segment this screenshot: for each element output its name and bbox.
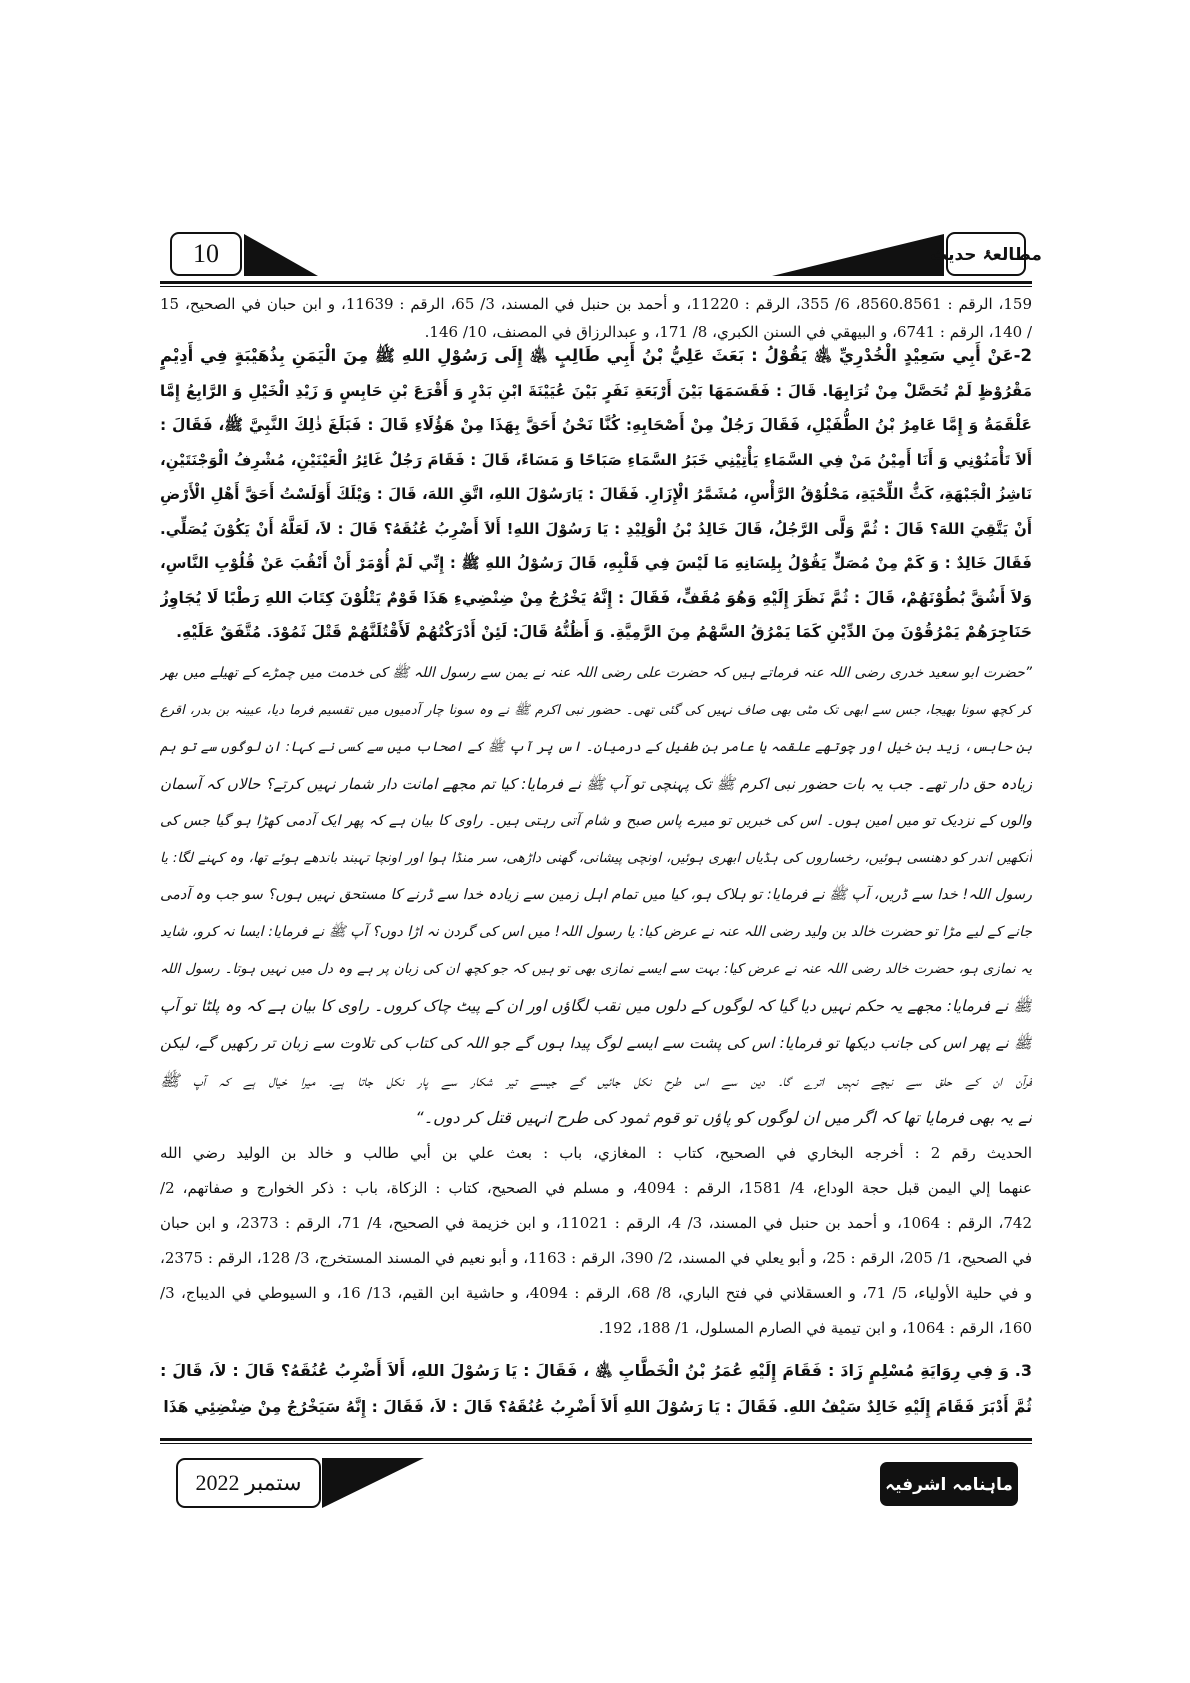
text-line: أَنْ يَتَّقِيَ اللهَ؟ قَالَ : ثُمَّ وَلَّى الرَّجُلُ، قَالَ خَالِدُ بْنُ الْوَلِيْدِ : يَا رَسُوْلَ اللهِ! أَلاَ أَضْرِبُ عُنُقَهُ؟ قَالَ : لاَ، لَعَلَّهُ أَنْ يَكُوْنَ يُصَلِّي. xyxy=(160,519,1032,538)
text-line: وَلاَ أَشُقَّ بُطُوْنَهُمْ، قَالَ : ثُمَّ نَظَرَ إِلَيْهِ وَهُوَ مُقَفٍّ، فَقَالَ : إِنَّهُ يَخْرُجُ مِنْ ضِنْضِيءِ هَذَا قَوْمٌ يَتْلُوْنَ كِتَابَ اللهِ رَطْبًا لَا يُجَاوِزُ xyxy=(160,588,1032,607)
text-line: 159، الرقم : 8560.8561، 6/ 355، الرقم : 11220، و أحمد بن حنبل في المسند، 3/ 65، الرقم : 11639، و ابن حبان في الصحيح، 15 xyxy=(160,295,1032,313)
text-line: الحديث رقم 2 : أخرجه البخاري في الصحيح، كتاب : المغازي، باب : بعث علي بن أبي طالب و خالد بن الوليد رضي الله xyxy=(160,1144,1032,1162)
text-line: بن حابس، زید بن خیل اور چوتھے علقمہ یا عامر بن طفیل کے درمیان۔ اس پر آپ ﷺ کے اصحاب میں سے کسی نے کہا: ان لوگوں سے تو ہم xyxy=(160,739,1032,755)
issue-date-box xyxy=(176,1458,321,1508)
header-right-wedge xyxy=(772,234,944,276)
text-line: رسول اللہ! خدا سے ڈریں، آپ ﷺ نے فرمایا: تو ہلاک ہو، کیا میں تمام اہل زمین سے زیادہ خدا سے ڈرنے کا مستحق نہیں ہوں؟ سو جب وہ آدمی xyxy=(160,887,1032,903)
issue-date: ستمبر 2022 xyxy=(195,1470,302,1495)
section-title: مطالعۂ حدیث xyxy=(930,244,1042,265)
text-line: عنهما إلي اليمن قبل حجة الوداع، 4/ 1581، الرقم : 4094، و مسلم في الصحيح، كتاب : الزكاة، باب : ذكر الخوارج و صفاتهم، 2/ xyxy=(160,1179,1032,1197)
text-line: و في حلية الأولياء، 5/ 71، و العسقلاني في فتح الباري، 8/ 68، الرقم : 4094، و حاشية ابن القيم، 13/ 16، و السيوطي في الديباج، 3/ xyxy=(160,1284,1032,1302)
text-line: عَلْقَمَةُ وَ إِمَّا عَامِرُ بْنُ الطُّفَيْلِ، فَقَالَ رَجُلٌ مِنْ أَصْحَابِهِ: كُنَّا نَحْنُ أَحَقَّ بِهَذَا مِنْ هَؤُلَاءِ قَالَ : فَبَلَغَ ذٰلِكَ النَّبِيَّ ﷺ، فَقَالَ : xyxy=(160,416,1032,434)
text-line: فَقَالَ خَالِدٌ : وَ كَمْ مِنْ مُصَلٍّ يَقُوْلُ بِلِسَانِهِ مَا لَيْسَ فِي قَلْبِهِ، قَالَ رَسُوْلُ اللهِ ﷺ : إِنِّي لَمْ أُوْمَرْ أَنْ أَنْقُبَ عَنْ قُلُوْبِ النَّاسِ، xyxy=(160,554,1032,572)
section-title-box xyxy=(930,232,1042,276)
text-line: ﷺ نے فرمایا: مجھے یہ حکم نہیں دیا گیا کہ لوگوں کے دلوں میں نقب لگاؤں اور ان کے پیٹ چاک کروں۔ راوی کا بیان ہے کہ وہ پلٹا تو آپ xyxy=(160,997,1032,1015)
text-line: نَاشِزُ الْجَبْهَةِ، كَثُّ اللِّحْيَةِ، مَحْلُوْقُ الرَّأْسِ، مُشَمَّرُ الْإِزَارِ. فَقَالَ : يَارَسُوْلَ اللهِ، اتَّقِ اللهَ، قَالَ : وَيْلَكَ أَوَلَسْتُ أَحَقَّ أَهْلِ الْأَرْضِ xyxy=(160,485,1032,503)
text-line: / 140، الرقم : 6741، و البيهقي في السنن الكبري، 8/ 171، و عبدالرزاق في المصنف، 10/ 146. xyxy=(424,323,1032,341)
text-line: ”حضرت ابو سعید خدری رضی اللہ عنہ فرماتے ہیں کہ حضرت علی رضی اللہ عنہ نے یمن سے رسول اللہ ﷺ کی خدمت میں چمڑے کے تھیلے میں بھر xyxy=(160,665,1032,681)
page-number-box xyxy=(170,232,242,276)
text-line: آنکھیں اندر کو دھنسی ہوئیں، رخساروں کی ہڈیاں ابھری ہوئیں، اونچی پیشانی، گھنی داڑھی، سر منڈا ہوا اور اونچا تہبند باندھے ہوئے تھا، وہ کہنے لگا: یا xyxy=(160,850,1032,866)
text-line: 2-عَنْ أَبِي سَعِيْدٍ الْخُدْرِيِّ ﵁ يَقُوْلُ : بَعَثَ عَلِيُّ بْنُ أَبِي طَالِبٍ ﵁ إِلَى رَسُوْلِ اللهِ ﷺ مِنَ الْيَمَنِ بِذُهَيْبَةٍ فِي أَدِيْمٍ xyxy=(160,346,1032,365)
text-line: ﷺ نے پھر اس کی جانب دیکھا تو فرمایا: اس کی پشت سے ایسے لوگ پیدا ہوں گے جو اللہ کی کتاب کی تلاوت سے زبان تر رکھیں گے، لیکن xyxy=(160,1034,1032,1052)
previous-footnote xyxy=(160,290,1032,346)
text-line: أَلاَ تَأْمَنُوْنِي وَ أَنَا أَمِيْنُ مَنْ فِي السَّمَاءِ يَأْتِيْنِي خَبَرُ السَّمَاءِ صَبَاحًا وَ مَسَاءً، قَالَ : فَقَامَ رَجُلٌ غَائِرُ الْعَيْنَيْنِ، مُشْرِفُ الْوَجْنَتَيْنِ، xyxy=(160,450,1032,469)
text-line: والوں کے نزدیک تو میں امین ہوں۔ اس کی خبریں تو میرے پاس صبح و شام آتی رہتی ہیں۔ راوی کا بیان ہے کہ پھر ایک آدمی کھڑا ہو گیا جس کی xyxy=(160,813,1032,829)
text-line: قرآن ان کے حلق سے نیچے نہیں اترے گا۔ دین سے اس طرح نکل جائیں گے جیسے تیر شکار سے پار نکل جاتا ہے۔ میرا خیال ہے کہ آپ ﷺ xyxy=(160,1071,1032,1090)
text-line: ثُمَّ أَدْبَرَ فَقَامَ إِلَيْهِ خَالِدٌ سَيْفُ اللهِ. فَقَالَ : يَا رَسُوْلَ اللهِ أَلاَ أَضْرِبُ عُنُقَهُ؟ قَالَ : لاَ، فَقَالَ : إِنَّهُ سَيَخْرُجُ مِنْ ضِنْضِئِي هَذَا xyxy=(163,1398,1032,1416)
hadith-3-arabic xyxy=(160,1352,1032,1426)
header-divider xyxy=(160,281,1032,287)
header-left-wedge xyxy=(244,234,318,276)
text-line: جانے کے لیے مڑا تو حضرت خالد بن ولید رضی اللہ عنہ نے عرض کیا: یا رسول اللہ! میں اس کی گردن نہ اڑا دوں؟ آپ ﷺ نے فرمایا: ایسا نہ کرو، شاید xyxy=(160,924,1032,940)
text-line: نے یہ بھی فرمایا تھا کہ اگر میں ان لوگوں کو پاؤں تو قوم ثمود کی طرح انہیں قتل کر دوں۔“ xyxy=(415,1108,1032,1127)
footer-divider xyxy=(160,1438,1032,1444)
text-line: 3. وَ فِي رِوَايَةِ مُسْلِمٍ زَادَ : فَقَامَ إِلَيْهِ عُمَرُ بْنُ الْخَطَّابِ ﵁ ، فَقَالَ : يَا رَسُوْلَ اللهِ، أَلاَ أَضْرِبُ عُنُقَهُ؟ قَالَ : لاَ، قَالَ : xyxy=(160,1361,1032,1380)
text-line: في الصحيح، 1/ 205، الرقم : 25، و أبو يعلي في المسند، 2/ 390، الرقم : 1163، و أبو نعيم في المسند المستخرج، 3/ 128، الرقم : 2375، xyxy=(160,1249,1032,1267)
text-line: 160، الرقم : 1064، و ابن تيمية في الصارم المسلول، 1/ 188، 192. xyxy=(598,1319,1032,1337)
text-line: یہ نمازی ہو، حضرت خالد رضی اللہ عنہ نے عرض کیا: بہت سے ایسے نمازی بھی تو ہیں کہ جو کچھ ان کی زبان پر ہے وہ دل میں نہیں ہوتا۔ رسول اللہ xyxy=(160,961,1032,977)
text-line: زیادہ حق دار تھے۔ جب یہ بات حضور نبی اکرم ﷺ تک پہنچی تو آپ ﷺ نے فرمایا: کیا تم مجھے امانت دار شمار نہیں کرتے؟ حالاں کہ آسمان xyxy=(160,775,1032,793)
text-line: 742، الرقم : 1064، و أحمد بن حنبل في المسند، 3/ 4، الرقم : 11021، و ابن خزيمة في الصحيح، 4/ 71، الرقم : 2373، و ابن حبان xyxy=(160,1214,1032,1232)
text-line: حَنَاجِرَهُمْ يَمْرُقُوْنَ مِنَ الدِّيْنِ كَمَا يَمْرُقُ السَّهْمُ مِنَ الرَّمِيَّةِ. وَ أَظُنُّهُ قَالَ: لَئِنْ أَدْرَكْتُهُمْ لَأَقْتُلَنَّهُمْ قَتْلَ ثَمُوْدَ. مُتَّفَقٌ عَلَيْهِ. xyxy=(176,623,1032,641)
text-line: کر کچھ سونا بھیجا، جس سے ابھی تک مٹی بھی صاف نہیں کی گئی تھی۔ حضور نبی اکرم ﷺ نے وہ سونا چار آدمیوں میں تقسیم فرما دیا، عیینہ بن بدر، اقرع xyxy=(160,703,1032,718)
magazine-name: ماہنامہ اشرفیہ xyxy=(885,1474,1013,1495)
magazine-name-box xyxy=(880,1462,1018,1506)
hadith-2-urdu-translation xyxy=(160,655,1032,1136)
page-number: 10 xyxy=(193,239,219,268)
text-line: مَقْرُوْظٍ لَمْ تُحَصَّلْ مِنْ تُرَابِهَا. قَالَ : فَقَسَمَهَا بَيْنَ أَرْبَعَةِ نَفَرٍ بَيْنَ عُيَيْنَةَ ابْنِ بَدْرٍ وَ أَقْرَعَ بْنِ حَابِسٍ وَ زَيْدِ الْخَيْلِ وَ الرَّابِعُ إِمَّا xyxy=(160,381,1032,400)
hadith-2-references xyxy=(160,1136,1032,1346)
footer-wedge xyxy=(322,1458,424,1508)
hadith-2-arabic xyxy=(160,339,1032,650)
